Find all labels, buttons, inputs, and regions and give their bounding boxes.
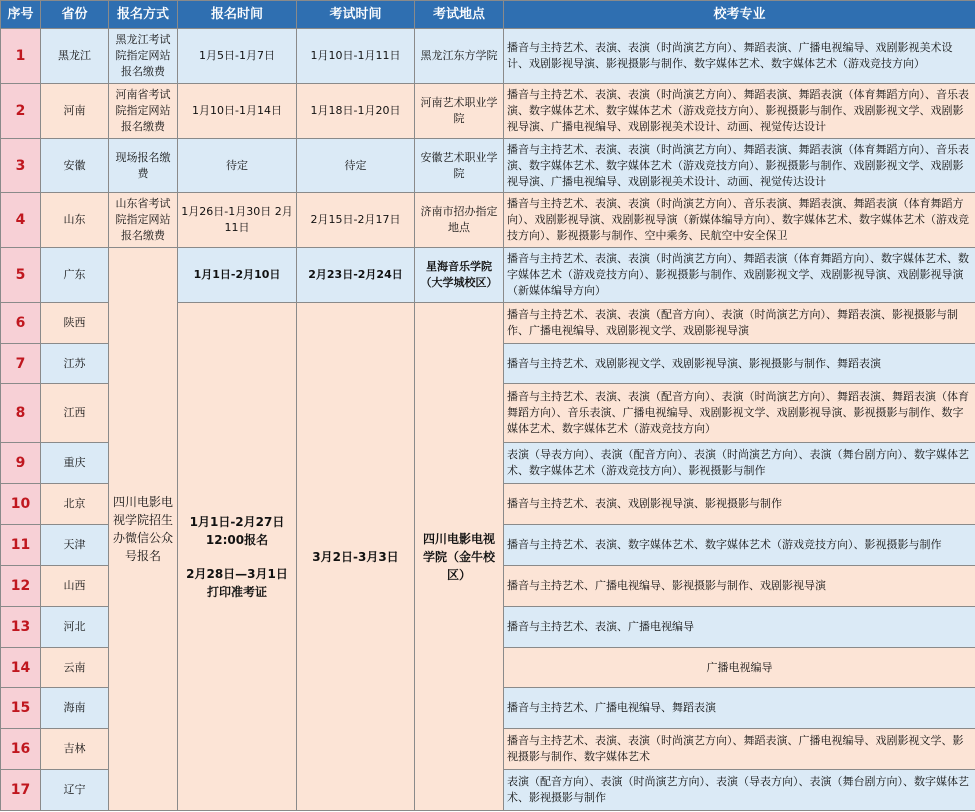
row-province: 陕西 bbox=[41, 303, 109, 344]
row-number: 8 bbox=[1, 384, 41, 443]
header-signup-time: 报名时间 bbox=[178, 1, 297, 29]
header-exam-time: 考试时间 bbox=[297, 1, 415, 29]
row-signup-time: 1月1日-2月10日 bbox=[178, 248, 297, 303]
header-index: 序号 bbox=[1, 1, 41, 29]
header-row bbox=[1, 1, 975, 29]
row-location: 河南艺术职业学院 bbox=[415, 84, 504, 139]
row-number: 7 bbox=[1, 344, 41, 384]
row-majors: 播音与主持艺术、表演、表演（时尚演艺方向）、舞蹈表演、舞蹈表演（体育舞蹈方向）、音乐表演、数字媒体艺术、数字媒体艺术（游戏竞技方向）、影视摄影与制作、戏剧影视文学、戏剧影视导演、广播电视编导、戏剧影视美术设计、动画、视觉传达设计 bbox=[504, 139, 975, 193]
row-number: 5 bbox=[1, 248, 41, 303]
row-location: 星海音乐学院（大学城校区） bbox=[415, 248, 504, 303]
row-province: 江西 bbox=[41, 384, 109, 443]
row-province: 广东 bbox=[41, 248, 109, 303]
row-number: 13 bbox=[1, 607, 41, 648]
row-number: 1 bbox=[1, 29, 41, 84]
row-majors: 播音与主持艺术、广播电视编导、影视摄影与制作、戏剧影视导演 bbox=[504, 566, 975, 607]
row-majors: 播音与主持艺术、表演、表演（时尚演艺方向）、舞蹈表演、广播电视编导、戏剧影视文学、影视摄影与制作、数字媒体艺术 bbox=[504, 729, 975, 770]
table-row bbox=[1, 84, 975, 139]
row-majors: 表演（配音方向）、表演（时尚演艺方向）、表演（导表方向）、表演（舞台剧方向）、数字媒体艺术、影视摄影与制作 bbox=[504, 770, 975, 811]
row-majors: 播音与主持艺术、戏剧影视文学、戏剧影视导演、影视摄影与制作、舞蹈表演 bbox=[504, 344, 975, 384]
row-number: 4 bbox=[1, 193, 41, 248]
row-exam-time: 2月23日-2月24日 bbox=[297, 248, 415, 303]
row-province: 安徽 bbox=[41, 139, 109, 193]
row-majors: 表演（导表方向）、表演（配音方向）、表演（时尚演艺方向）、表演（舞台剧方向）、数字媒体艺术、数字媒体艺术（游戏竞技方向）、影视摄影与制作 bbox=[504, 443, 975, 484]
merged-exam-time: 3月2日-3月3日 bbox=[297, 303, 415, 811]
row-signup-time: 1月5日-1月7日 bbox=[178, 29, 297, 84]
row-number: 12 bbox=[1, 566, 41, 607]
row-majors: 播音与主持艺术、表演、广播电视编导 bbox=[504, 607, 975, 648]
table-row bbox=[1, 193, 975, 248]
row-province: 北京 bbox=[41, 484, 109, 525]
row-majors: 播音与主持艺术、表演、数字媒体艺术、数字媒体艺术（游戏竞技方向）、影视摄影与制作 bbox=[504, 525, 975, 566]
row-method: 山东省考试院指定网站报名缴费 bbox=[109, 193, 178, 248]
row-number: 6 bbox=[1, 303, 41, 344]
row-province: 山东 bbox=[41, 193, 109, 248]
row-method: 河南省考试院指定网站报名缴费 bbox=[109, 84, 178, 139]
row-exam-time: 1月18日-1月20日 bbox=[297, 84, 415, 139]
row-number: 2 bbox=[1, 84, 41, 139]
row-location: 黑龙江东方学院 bbox=[415, 29, 504, 84]
row-number: 10 bbox=[1, 484, 41, 525]
row-number: 15 bbox=[1, 688, 41, 729]
header-method: 报名方式 bbox=[109, 1, 178, 29]
row-number: 3 bbox=[1, 139, 41, 193]
merged-location: 四川电影电视学院（金牛校区） bbox=[415, 303, 504, 811]
row-exam-time: 待定 bbox=[297, 139, 415, 193]
row-number: 11 bbox=[1, 525, 41, 566]
signup-line-4: 打印准考证 bbox=[206, 584, 267, 599]
signup-line-2: 12:00报名 bbox=[205, 532, 269, 547]
row-exam-time: 1月10日-1月11日 bbox=[297, 29, 415, 84]
signup-line-3: 2月28日—3月1日 bbox=[186, 566, 288, 581]
row-method: 黑龙江考试院指定网站报名缴费 bbox=[109, 29, 178, 84]
row-signup-time: 1月10日-1月14日 bbox=[178, 84, 297, 139]
header-province: 省份 bbox=[41, 1, 109, 29]
row-province: 江苏 bbox=[41, 344, 109, 384]
row-province: 河南 bbox=[41, 84, 109, 139]
merged-signup-time bbox=[178, 303, 297, 811]
row-method: 现场报名缴费 bbox=[109, 139, 178, 193]
row-majors: 播音与主持艺术、表演、戏剧影视导演、影视摄影与制作 bbox=[504, 484, 975, 525]
row-province: 辽宁 bbox=[41, 770, 109, 811]
merged-method: 四川电影电视学院招生办微信公众号报名 bbox=[109, 248, 178, 811]
row-signup-time: 1月26日-1月30日 2月11日 bbox=[178, 193, 297, 248]
table-row bbox=[1, 139, 975, 193]
row-majors: 广播电视编导 bbox=[504, 648, 975, 688]
row-province: 山西 bbox=[41, 566, 109, 607]
row-number: 17 bbox=[1, 770, 41, 811]
table-row bbox=[1, 248, 975, 303]
row-majors: 播音与主持艺术、广播电视编导、舞蹈表演 bbox=[504, 688, 975, 729]
row-signup-time: 待定 bbox=[178, 139, 297, 193]
row-province: 吉林 bbox=[41, 729, 109, 770]
header-majors: 校考专业 bbox=[504, 1, 975, 29]
row-location: 济南市招办指定地点 bbox=[415, 193, 504, 248]
row-province: 海南 bbox=[41, 688, 109, 729]
row-number: 14 bbox=[1, 648, 41, 688]
row-province: 重庆 bbox=[41, 443, 109, 484]
header-location: 考试地点 bbox=[415, 1, 504, 29]
row-province: 云南 bbox=[41, 648, 109, 688]
row-province: 天津 bbox=[41, 525, 109, 566]
row-majors: 播音与主持艺术、表演、表演（时尚演艺方向）、音乐表演、舞蹈表演、舞蹈表演（体育舞蹈方向）、戏剧影视导演、戏剧影视导演（新媒体编导方向）、数字媒体艺术、数字媒体艺术（游戏竞技方向）、影视摄影与制作、空中乘务、民航空中安全保卫 bbox=[504, 193, 975, 248]
row-province: 黑龙江 bbox=[41, 29, 109, 84]
row-majors: 播音与主持艺术、表演、表演（时尚演艺方向）、舞蹈表演（体育舞蹈方向）、数字媒体艺术、数字媒体艺术（游戏竞技方向）、影视摄影与制作、戏剧影视文学、戏剧影视导演、戏剧影视导演（新媒体编导方向） bbox=[504, 248, 975, 303]
table-row bbox=[1, 29, 975, 84]
row-number: 9 bbox=[1, 443, 41, 484]
signup-line-1: 1月1日-2月27日 bbox=[189, 514, 285, 529]
row-majors: 播音与主持艺术、表演、表演（时尚演艺方向）、舞蹈表演、广播电视编导、戏剧影视美术设计、戏剧影视导演、影视摄影与制作、数字媒体艺术、数字媒体艺术（游戏竞技方向） bbox=[504, 29, 975, 84]
row-majors: 播音与主持艺术、表演、表演（配音方向）、表演（时尚演艺方向）、舞蹈表演、影视摄影与制作、广播电视编导、戏剧影视文学、戏剧影视导演 bbox=[504, 303, 975, 344]
row-majors: 播音与主持艺术、表演、表演（时尚演艺方向）、舞蹈表演、舞蹈表演（体育舞蹈方向）、音乐表演、数字媒体艺术、数字媒体艺术（游戏竞技方向）、影视摄影与制作、戏剧影视文学、戏剧影视导演、广播电视编导、戏剧影视美术设计、动画、视觉传达设计 bbox=[504, 84, 975, 139]
row-majors: 播音与主持艺术、表演、表演（配音方向）、表演（时尚演艺方向）、舞蹈表演、舞蹈表演（体育舞蹈方向）、音乐表演、广播电视编导、戏剧影视文学、戏剧影视导演、影视摄影与制作、数字媒体艺术、数字媒体艺术（游戏竞技方向） bbox=[504, 384, 975, 443]
row-number: 16 bbox=[1, 729, 41, 770]
row-exam-time: 2月15日-2月17日 bbox=[297, 193, 415, 248]
row-location: 安徽艺术职业学院 bbox=[415, 139, 504, 193]
row-province: 河北 bbox=[41, 607, 109, 648]
